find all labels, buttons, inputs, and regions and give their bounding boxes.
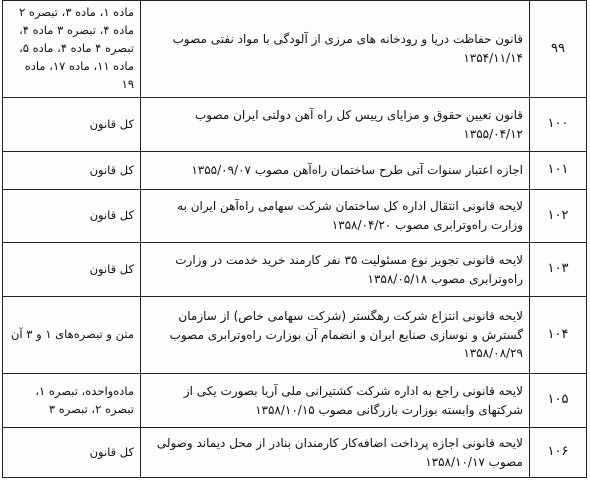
table-row	[3, 374, 587, 428]
repealed-scope: متن و تبصره‌های ۱ و ۳ آن	[3, 297, 141, 374]
table-row	[3, 190, 587, 243]
row-number: ۱۰۰	[530, 98, 587, 152]
table-row	[3, 152, 587, 190]
law-title: لایحه قانونی انتقال اداره کل ساختمان شرکت سهامی راه‌آهن ایران به وزارت راه‌وترابری مصوب ۱۳۵۸/۰۴/۲۰	[141, 190, 530, 243]
repealed-scope: ماده ۱، ماده ۳، تبصره ۲ ماده ۴، تبصره ۳ ماده ۴، تبصره ۴ ماده ۴، ماده ۵، ماده ۱۱، ماده ۱۷، ماده ۱۹	[3, 1, 141, 98]
row-number: ۹۹	[530, 1, 587, 98]
law-title: لایحه قانونی انتزاع شرکت رهگستر (شرکت سهامی خاص) از سازمان گسترش و نوسازی صنایع ایران و انضمام آن بوزارت راه‌وترابری مصوب ۱۳۵۸/۰۸/۲۹	[141, 297, 530, 374]
table-row	[3, 243, 587, 297]
table-row	[3, 98, 587, 152]
repealed-scope: کل قانون	[3, 98, 141, 152]
row-number: ۱۰۳	[530, 243, 587, 297]
table-row	[3, 428, 587, 478]
row-number: ۱۰۵	[530, 374, 587, 428]
row-number: ۱۰۱	[530, 152, 587, 190]
repealed-scope: کل قانون	[3, 152, 141, 190]
table-row	[3, 297, 587, 374]
law-title: لایحه قانونی راجع به اداره شرکت کشتیرانی ملی آریا بصورت یکی از شرکتهای وابسته بوزارت بازرگانی مصوب ۱۳۵۸/۱۰/۱۵	[141, 374, 530, 428]
table-row	[3, 1, 587, 98]
law-title: قانون تعیین حقوق و مزایای رییس کل راه آهن دولتی ایران مصوب ۱۳۵۵/۰۴/۱۲	[141, 98, 530, 152]
repealed-scope: کل قانون	[3, 190, 141, 243]
law-title: لایحه قانونی اجازه پرداخت اضافه‌کار کارمندان بنادر از محل دیماند وصولی مصوب ۱۳۵۸/۱۰/۱۷	[141, 428, 530, 478]
law-title: لایحه قانونی تجویز نوع مسئولیت ۳۵ نفر کارمند خرید خدمت در وزارت راه‌وترابری مصوب ۱۳۵۸/۰۵/۱۸	[141, 243, 530, 297]
row-number: ۱۰۲	[530, 190, 587, 243]
law-title: اجازه اعتبار سنوات آتی طرح ساختمان راه‌آهن مصوب ۱۳۵۵/۰۹/۰۷	[141, 152, 530, 190]
row-number: ۱۰۴	[530, 297, 587, 374]
repealed-scope: ماده‌واحده، تبصره ۱، تبصره ۲، تبصره ۳	[3, 374, 141, 428]
repealed-scope: کل قانون	[3, 428, 141, 478]
laws-table	[2, 0, 587, 478]
repealed-scope: کل قانون	[3, 243, 141, 297]
law-title: قانون حفاظت دریا و رودخانه های مرزی از آلودگی با مواد نفتی مصوب ۱۳۵۴/۱۱/۱۴	[141, 1, 530, 98]
row-number: ۱۰۶	[530, 428, 587, 478]
